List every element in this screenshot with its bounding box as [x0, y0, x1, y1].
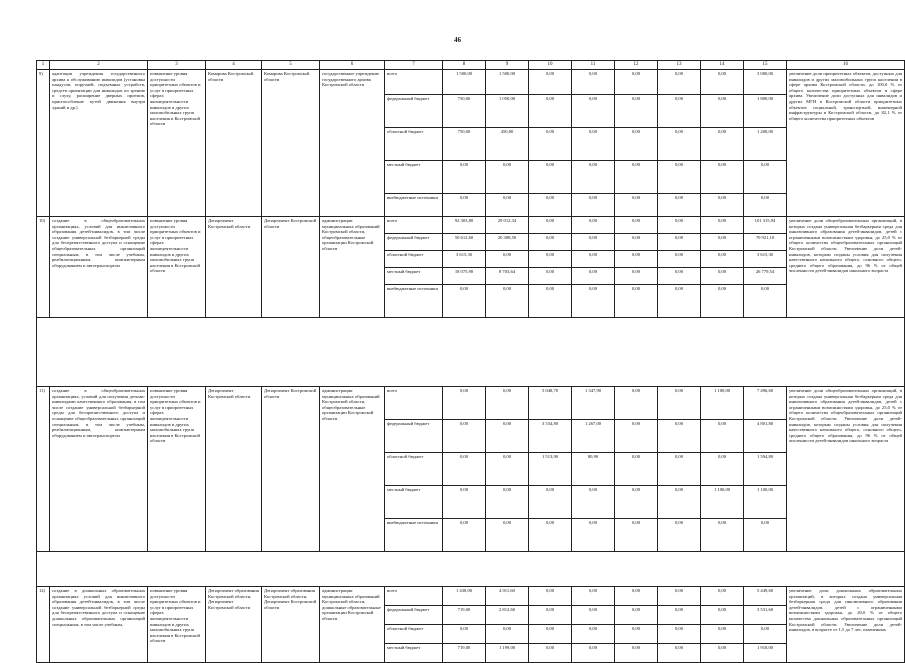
amount-cell: 0,00 [701, 453, 744, 486]
funding-source: местный бюджет [385, 161, 443, 194]
funding-source: федеральный бюджет [385, 420, 443, 453]
funding-source: всего [385, 70, 443, 95]
expected-result: увеличение доли общеобразовательных организаций, в которых создана универсальная безбарьерная среда для инклюзивного образования детей-инвалидов, детей с ограниченными возможностями здоровья, до 25,0 % от общего количества общеобразовательных организаций Костромской области. Увеличение доли детей-инвалидов, которым созданы условия для получения качественного начального общего, основного общего, среднего общего образования, до 96 % от общей численности детей-инвалидов школьного возраста [787, 217, 905, 318]
amount-cell: 0,00 [529, 285, 572, 318]
amount-cell: 0,00 [572, 70, 615, 95]
amount-cell: 0,00 [658, 519, 701, 552]
amount-cell: 0,00 [529, 217, 572, 234]
funding-source: областной бюджет [385, 251, 443, 268]
amount-cell: 70 921,10 [744, 234, 787, 251]
empty-cell [37, 552, 905, 587]
amount-cell: 750,00 [443, 95, 486, 128]
amount-cell: 1 267,00 [572, 420, 615, 453]
amount-cell: 450,00 [486, 128, 529, 161]
amount-cell: 0,00 [443, 285, 486, 318]
amount-cell: 0,00 [701, 644, 744, 663]
amount-cell: 0,00 [701, 519, 744, 552]
amount-cell: 29 012,34 [486, 217, 529, 234]
amount-cell: 0,00 [615, 453, 658, 486]
funding-source: федеральный бюджет [385, 95, 443, 128]
goal-cell: повышение уровня доступности приоритетных объектов и услуг в приоритетных сферах жизнедеятельности инвалидов и других маломобильных групп населения в Костромской области [148, 587, 206, 663]
amount-cell: 3 615,30 [443, 251, 486, 268]
amount-cell: 101 315,94 [744, 217, 787, 234]
amount-cell: 0,00 [443, 420, 486, 453]
column-header: 12 [615, 61, 658, 70]
amount-cell: 0,00 [701, 217, 744, 234]
amount-cell: 0,00 [744, 194, 787, 217]
amount-cell: 750,00 [443, 128, 486, 161]
amount-cell: 1 100,00 [701, 387, 744, 420]
amount-cell: 0,00 [615, 70, 658, 95]
amount-cell: 0,00 [658, 251, 701, 268]
measure-name: создание в общеобразовательных организациях, условий для получения детьми-инвалидами качественного образования, в том числе создание универсальной безбарьерной среды для беспрепятственного доступа и оснащение общеобразовательных организаций специальным, в том числе учебным, реабилитационным, компьютерным оборудованием и автотранспортом [50, 387, 148, 552]
amount-cell: 0,00 [529, 95, 572, 128]
amount-cell: 20 308,50 [486, 234, 529, 251]
column-header: 2 [50, 61, 148, 70]
amount-cell: 0,00 [658, 234, 701, 251]
amount-cell: 0,00 [486, 420, 529, 453]
amount-cell: 0,00 [572, 606, 615, 625]
amount-cell: 3 000,00 [744, 70, 787, 95]
column-header: 5 [262, 61, 320, 70]
table-row [37, 70, 905, 95]
amount-cell: 1 347,90 [572, 387, 615, 420]
amount-cell: 0,00 [701, 420, 744, 453]
amount-cell: 0,00 [572, 644, 615, 663]
amount-cell: 0,00 [658, 420, 701, 453]
amount-cell: 0,00 [615, 234, 658, 251]
funding-source: всего [385, 217, 443, 234]
expected-result: увеличение доли общеобразовательных организаций, в которых создана универсальная безбарьерная среда для инклюзивного образования детей-инвалидов, детей с ограниченными возможностями здоровья, до 25,0 % от общего количества общеобразовательных организаций Костромской области. Увеличение доли детей-инвалидов, которым созданы условия для получения качественного начального общего, основного общего, среднего общего образования, до 96 % от общей численности детей-инвалидов школьного возраста [787, 387, 905, 552]
amount-cell: 0,00 [529, 519, 572, 552]
amount-cell: 1 100,00 [744, 486, 787, 519]
amount-cell: 0,00 [443, 161, 486, 194]
amount-cell: 0,00 [486, 453, 529, 486]
table-row [37, 587, 905, 606]
amount-cell: 1 594,80 [744, 453, 787, 486]
column-header: 1 [37, 61, 50, 70]
amount-cell: 0,00 [658, 128, 701, 161]
amount-cell: 0,00 [615, 606, 658, 625]
amount-cell: 0,00 [658, 486, 701, 519]
start-cell: Департамент Костромской области [206, 217, 262, 318]
amount-cell: 3 531,60 [744, 606, 787, 625]
row-number: 12) [37, 587, 50, 663]
amount-cell: 719,00 [443, 606, 486, 625]
amount-cell: 5 048,70 [529, 387, 572, 420]
amount-cell: 0,00 [701, 128, 744, 161]
amount-cell: 0,00 [615, 486, 658, 519]
funding-source: внебюджетные источники [385, 519, 443, 552]
amount-cell: 0,00 [615, 161, 658, 194]
end-cell: Департамент образования Костромской области, Департамент Костромской области [262, 587, 320, 663]
amount-cell: 0,00 [615, 644, 658, 663]
amount-cell: 0,00 [572, 194, 615, 217]
amount-cell: 0,00 [486, 486, 529, 519]
amount-cell: 0,00 [443, 625, 486, 644]
amount-cell: 0,00 [529, 70, 572, 95]
amount-cell: 0,00 [615, 268, 658, 285]
amount-cell: 1 100,00 [701, 486, 744, 519]
amount-cell: 0,00 [615, 587, 658, 606]
column-header: 14 [701, 61, 744, 70]
amount-cell: 0,00 [572, 285, 615, 318]
amount-cell: 1 500,00 [443, 70, 486, 95]
amount-cell: 0,00 [744, 285, 787, 318]
amount-cell: 0,00 [658, 453, 701, 486]
amount-cell: 0,00 [486, 387, 529, 420]
amount-cell: 0,00 [658, 606, 701, 625]
amount-cell: 0,00 [658, 268, 701, 285]
amount-cell: 0,00 [701, 587, 744, 606]
empty-cell [37, 318, 905, 387]
amount-cell: 0,00 [701, 251, 744, 268]
column-header: 10 [529, 61, 572, 70]
amount-cell: 0,00 [701, 70, 744, 95]
amount-cell: 0,00 [658, 625, 701, 644]
amount-cell: 1 200,00 [744, 128, 787, 161]
amount-cell: 0,00 [615, 217, 658, 234]
amount-cell: 1 050,00 [486, 95, 529, 128]
amount-cell: 0,00 [443, 453, 486, 486]
amount-cell: 8 703,64 [486, 268, 529, 285]
goal-cell: повышение уровня доступности приоритетных объектов и услуг в приоритетных сферах жизнедеятельности инвалидов и других маломобильных групп населения в Костромской области [148, 70, 206, 217]
amount-cell: 0,00 [529, 606, 572, 625]
amount-cell: 0,00 [486, 194, 529, 217]
amount-cell: 4 011,60 [486, 587, 529, 606]
amount-cell: 0,00 [486, 285, 529, 318]
amount-cell: 0,00 [572, 161, 615, 194]
amount-cell: 0,00 [701, 95, 744, 128]
funding-source: областной бюджет [385, 128, 443, 161]
column-header: 6 [320, 61, 385, 70]
amount-cell: 0,00 [615, 625, 658, 644]
amount-cell: 0,00 [486, 625, 529, 644]
amount-cell: 0,00 [486, 161, 529, 194]
amount-cell: 0,00 [658, 70, 701, 95]
measure-name: создание в дошкольных образовательных организациях условий для инклюзивного образования детей-инвалидов, в том числе создание универсальной безбарьерной среды для беспрепятственного доступа и оснащение дошкольных образовательных организаций специальным, в том числе учебным, [50, 587, 148, 663]
amount-cell: 1 513,90 [529, 453, 572, 486]
goal-cell: повышение уровня доступности приоритетных объектов и услуг в приоритетных сферах жизнедеятельности инвалидов и других маломобильных групп населения в Костромской области [148, 217, 206, 318]
section-gap [37, 318, 905, 387]
amount-cell: 4 801,80 [744, 420, 787, 453]
page-number: 46 [454, 36, 461, 44]
column-header: 15 [744, 61, 787, 70]
amount-cell: 0,00 [572, 519, 615, 552]
amount-cell: 0,00 [701, 194, 744, 217]
column-header: 4 [206, 61, 262, 70]
amount-cell: 0,00 [658, 285, 701, 318]
amount-cell: 0,00 [529, 128, 572, 161]
funding-source: всего [385, 387, 443, 420]
amount-cell: 0,00 [486, 251, 529, 268]
amount-cell: 0,00 [572, 268, 615, 285]
amount-cell: 0,00 [615, 128, 658, 161]
funding-source: областной бюджет [385, 625, 443, 644]
row-number: 11) [37, 387, 50, 552]
amount-cell: 0,00 [443, 519, 486, 552]
amount-cell: 7 496,60 [744, 387, 787, 420]
amount-cell: 0,00 [572, 217, 615, 234]
amount-cell: 0,00 [658, 95, 701, 128]
column-header: 16 [787, 61, 905, 70]
amount-cell: 0,00 [701, 268, 744, 285]
amount-cell: 0,00 [572, 234, 615, 251]
amount-cell: 0,00 [658, 194, 701, 217]
amount-cell: 80,90 [572, 453, 615, 486]
amount-cell: 1 918,00 [744, 644, 787, 663]
amount-cell: 0,00 [529, 587, 572, 606]
amount-cell: 0,00 [658, 587, 701, 606]
row-number: 9) [37, 70, 50, 217]
amount-cell: 3 534,80 [529, 420, 572, 453]
amount-cell: 0,00 [701, 161, 744, 194]
amount-cell: 0,00 [701, 234, 744, 251]
funding-source: федеральный бюджет [385, 606, 443, 625]
funding-source: всего [385, 587, 443, 606]
funding-source: местный бюджет [385, 486, 443, 519]
amount-cell: 0,00 [701, 606, 744, 625]
amount-cell: 1 500,00 [486, 70, 529, 95]
amount-cell: 0,00 [744, 519, 787, 552]
amount-cell: 0,00 [701, 285, 744, 318]
expected-result: увеличение доли дошкольных образовательных организаций, в которых создана универсальная безбарьерная среда для инклюзивного образования детей-инвалидов, детей с ограниченными возможностями здоровья, до 20,0 % от общего количества дошкольных образовательных организаций Костромской области. Увеличение доли детей-инвалидов, в возрасте от 1,5 до 7 лет, охваченных [787, 587, 905, 663]
column-header: 11 [572, 61, 615, 70]
amount-cell: 1 199,00 [486, 644, 529, 663]
amount-cell: 0,00 [658, 387, 701, 420]
funding-source: местный бюджет [385, 644, 443, 663]
funding-source: областной бюджет [385, 453, 443, 486]
start-cell: Департамент Костромской области [206, 387, 262, 552]
column-header: 7 [385, 61, 443, 70]
amount-cell: 2 812,60 [486, 606, 529, 625]
amount-cell: 0,00 [443, 194, 486, 217]
executor-cell: администрации муниципальных образований Костромской области, общеобразовательные организации Костромской области [320, 387, 385, 552]
amount-cell: 0,00 [572, 95, 615, 128]
amount-cell: 0,00 [529, 194, 572, 217]
amount-cell: 50 612,60 [443, 234, 486, 251]
amount-cell: 0,00 [658, 644, 701, 663]
executor-cell: администрации муниципальных образований Костромской области, дошкольные образовательные организации Костромской области [320, 587, 385, 663]
column-header: 3 [148, 61, 206, 70]
amount-cell: 92 303,80 [443, 217, 486, 234]
amount-cell: 0,00 [615, 285, 658, 318]
amount-cell: 0,00 [701, 625, 744, 644]
column-header-row [37, 61, 905, 70]
amount-cell: 0,00 [572, 587, 615, 606]
section-gap [37, 552, 905, 587]
amount-cell: 0,00 [572, 251, 615, 268]
amount-cell: 0,00 [615, 95, 658, 128]
goal-cell: повышение уровня доступности приоритетных объектов и услуг в приоритетных сферах жизнедеятельности инвалидов и других маломобильных групп населения в Костромской области [148, 387, 206, 552]
amount-cell: 0,00 [529, 486, 572, 519]
end-cell: Департамент Костромской области [262, 217, 320, 318]
amount-cell: 0,00 [658, 217, 701, 234]
column-header: 8 [443, 61, 486, 70]
amount-cell: 0,00 [529, 644, 572, 663]
amount-cell: 0,00 [529, 234, 572, 251]
amount-cell: 0,00 [572, 625, 615, 644]
amount-cell: 0,00 [615, 387, 658, 420]
amount-cell: 0,00 [572, 128, 615, 161]
measure-name: создание в общеобразовательных организациях, условий для инклюзивного образования детей-инвалидов, в том числе создание универсальной безбарьерной среды для беспрепятственного доступа и оснащение общеобразовательных организаций специальным, в том числе учебным, реабилитационным, компьютерным оборудованием и автотранспортом [50, 217, 148, 318]
amount-cell: 1 438,00 [443, 587, 486, 606]
funding-source: внебюджетные источники [385, 285, 443, 318]
amount-cell: 0,00 [529, 268, 572, 285]
funding-source: федеральный бюджет [385, 234, 443, 251]
amount-cell: 0,00 [615, 194, 658, 217]
table-row [37, 387, 905, 420]
amount-cell: 0,00 [615, 420, 658, 453]
amount-cell: 0,00 [615, 251, 658, 268]
table-row [37, 217, 905, 234]
amount-cell: 0,00 [572, 486, 615, 519]
amount-cell: 0,00 [529, 251, 572, 268]
start-cell: Департамент образования Костромской области, Департамент Костромской области [206, 587, 262, 663]
amount-cell: 1 800,00 [744, 95, 787, 128]
amount-cell: 0,00 [529, 161, 572, 194]
column-header: 9 [486, 61, 529, 70]
executor-cell: государственное учреждение государственного архива Костромской области [320, 70, 385, 217]
amount-cell: 0,00 [744, 625, 787, 644]
executor-cell: администрации муниципальных образований Костромской области, общеобразовательные организации Костромской области [320, 217, 385, 318]
amount-cell: 0,00 [529, 625, 572, 644]
end-cell: Департамент Костромской области [262, 387, 320, 552]
column-header: 13 [658, 61, 701, 70]
start-cell: Комарова Костромской области [206, 70, 262, 217]
amount-cell: 5 449,60 [744, 587, 787, 606]
amount-cell: 0,00 [486, 519, 529, 552]
amount-cell: 0,00 [615, 519, 658, 552]
amount-cell: 0,00 [658, 161, 701, 194]
measure-name: адаптация учреждения государственного архива к обслуживанию инвалидов (установка пандусов, поручней, подъемных устройств, средств ориентации для инвалидов по зрению и слуху, расширение дверных проемов, приспособление путей движения внутри зданий и др.) [50, 70, 148, 217]
program-table [36, 60, 905, 663]
amount-cell: 26 779,54 [744, 268, 787, 285]
expected-result: увеличение доли приоритетных объектов, доступных для инвалидов и других маломобильных групп населения в сфере архива Костромской области, до 100,0 % от общего количества приоритетных объектов в сфере архива. Увеличение доли доступных для инвалидов и других МГН в Костромской области приоритетных объектов социальной, транспортной, инженерной инфраструктуры в Костромской области, до 82,1 % от общего количества приоритетных объектов [787, 70, 905, 217]
funding-source: внебюджетные источники [385, 194, 443, 217]
amount-cell: 719,00 [443, 644, 486, 663]
amount-cell: 0,00 [443, 387, 486, 420]
row-number: 10) [37, 217, 50, 318]
amount-cell: 0,00 [744, 161, 787, 194]
end-cell: Комарова Костромской области [262, 70, 320, 217]
amount-cell: 18 075,90 [443, 268, 486, 285]
amount-cell: 0,00 [443, 486, 486, 519]
amount-cell: 3 615,30 [744, 251, 787, 268]
funding-source: местный бюджет [385, 268, 443, 285]
